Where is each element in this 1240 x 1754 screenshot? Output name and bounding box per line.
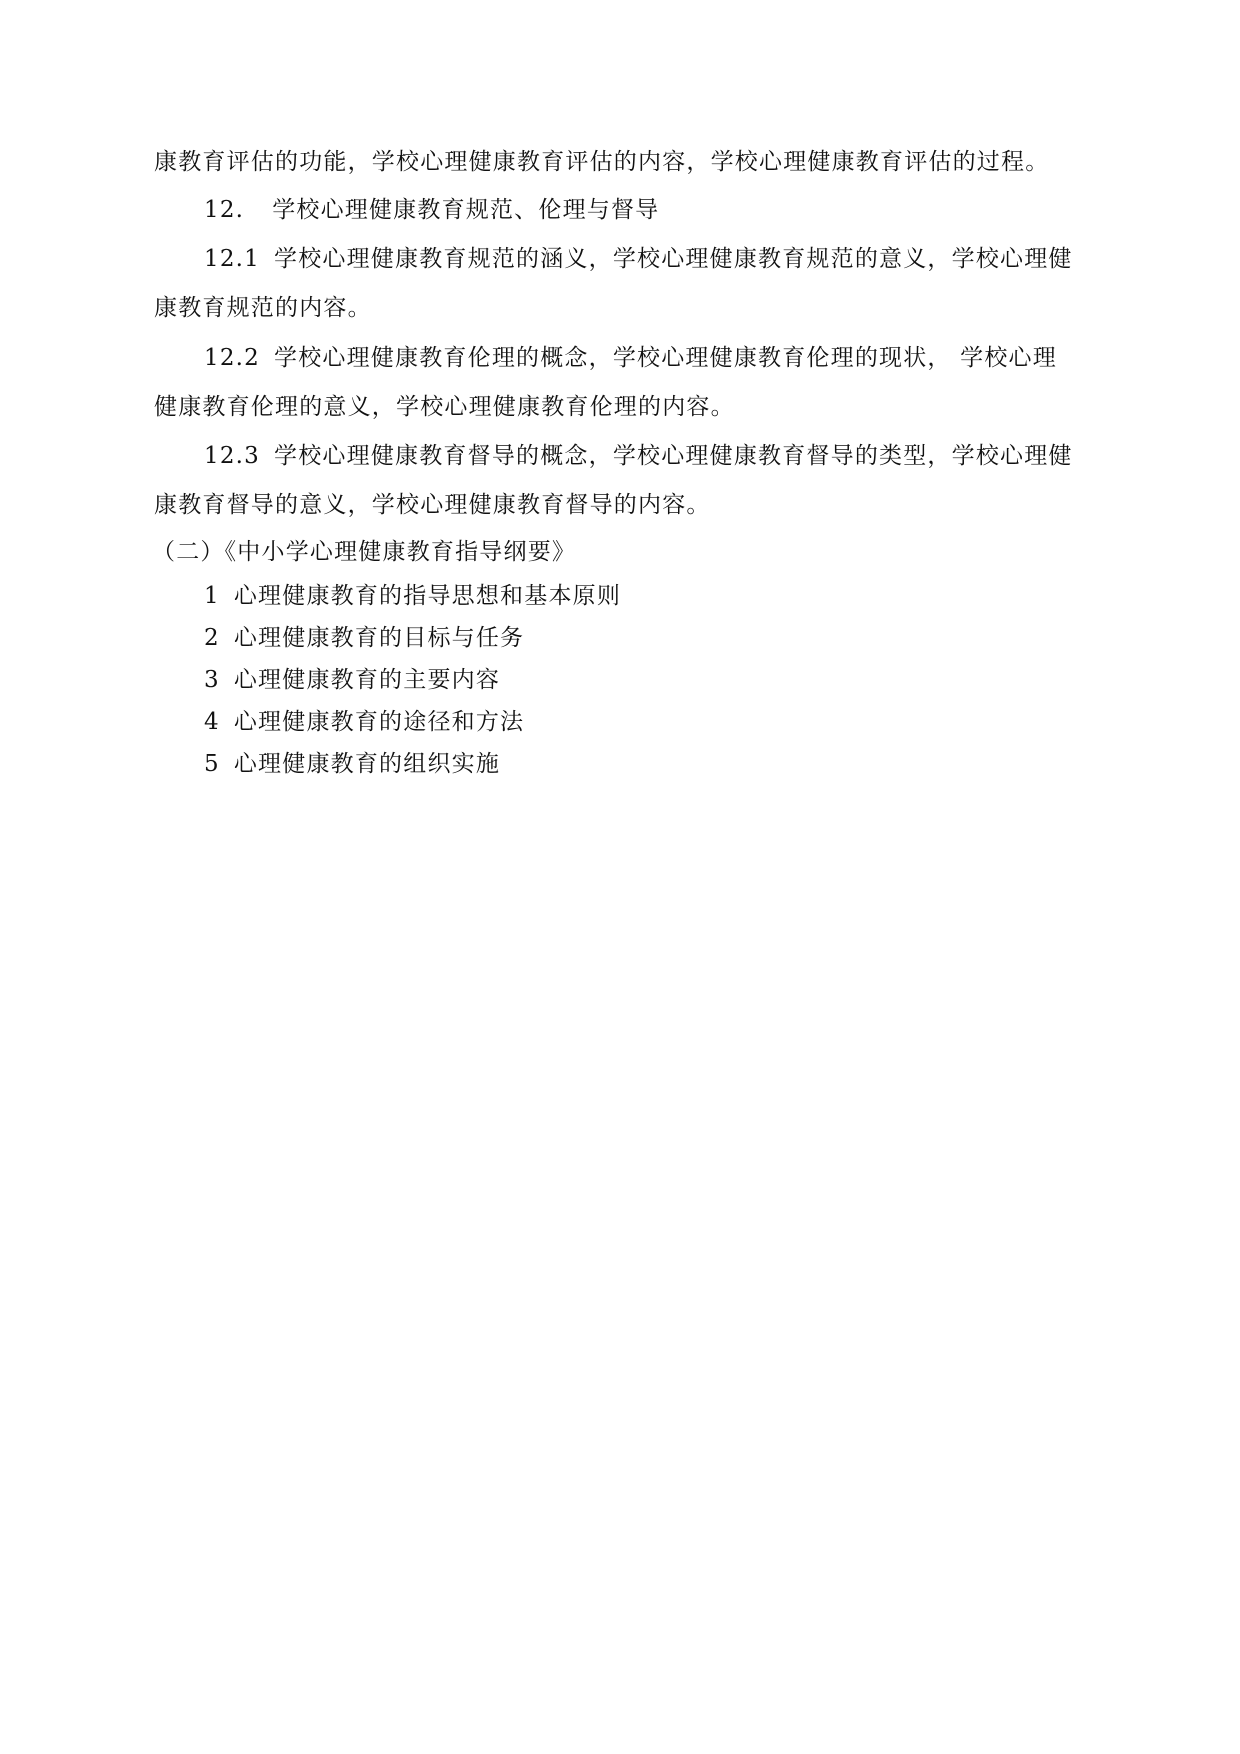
section-12-title: 学校心理健康教育规范、伦理与督导	[272, 197, 660, 223]
outline-item-3-number: 3	[204, 667, 220, 693]
outline-item-1-text: 心理健康教育的指导思想和基本原则	[233, 583, 622, 609]
part-2-heading: （二）《中小学心理健康教育指导纲要》	[152, 539, 577, 565]
outline-item-3-text: 心理健康教育的主要内容	[233, 667, 501, 693]
outline-item-1	[204, 580, 1144, 612]
item-12-3-text: 学校心理健康教育督导的概念，学校心理健康教育督导的类型，学校心理健	[274, 443, 1073, 469]
item-12-2-number: 12.2	[204, 345, 261, 371]
outline-item-3	[204, 664, 1144, 696]
outline-item-5	[204, 748, 1144, 780]
outline-item-5-text: 心理健康教育的组织实施	[233, 751, 501, 777]
outline-item-2-number: 2	[204, 625, 220, 651]
paragraph-evaluation-tail: 康教育评估的功能，学校心理健康教育评估的内容，学校心理健康教育评估的过程。	[154, 149, 1050, 175]
item-12-3-line1	[204, 440, 1144, 472]
item-12-1-number: 12.1	[204, 246, 261, 272]
section-12-number: 12.	[204, 197, 245, 223]
outline-item-2-text: 心理健康教育的目标与任务	[233, 625, 525, 651]
outline-item-5-number: 5	[204, 751, 220, 777]
outline-item-4	[204, 706, 1144, 738]
item-12-1-line1	[204, 243, 1144, 275]
item-12-1-line2: 康教育规范的内容。	[154, 295, 372, 321]
outline-item-1-number: 1	[204, 583, 220, 609]
outline-item-4-number: 4	[204, 709, 220, 735]
item-12-3-number: 12.3	[204, 443, 261, 469]
item-12-1-text: 学校心理健康教育规范的涵义，学校心理健康教育规范的意义，学校心理健	[274, 246, 1073, 272]
item-12-2-text: 学校心理健康教育伦理的概念，学校心理健康教育伦理的现状， 学校心理	[274, 345, 1057, 371]
section-12-heading	[204, 194, 1144, 226]
outline-item-2	[204, 622, 1144, 654]
outline-item-4-text: 心理健康教育的途径和方法	[233, 709, 525, 735]
item-12-2-line2: 健康教育伦理的意义，学校心理健康教育伦理的内容。	[154, 394, 735, 420]
item-12-2-line1	[204, 342, 1144, 374]
item-12-3-line2: 康教育督导的意义，学校心理健康教育督导的内容。	[154, 492, 711, 518]
